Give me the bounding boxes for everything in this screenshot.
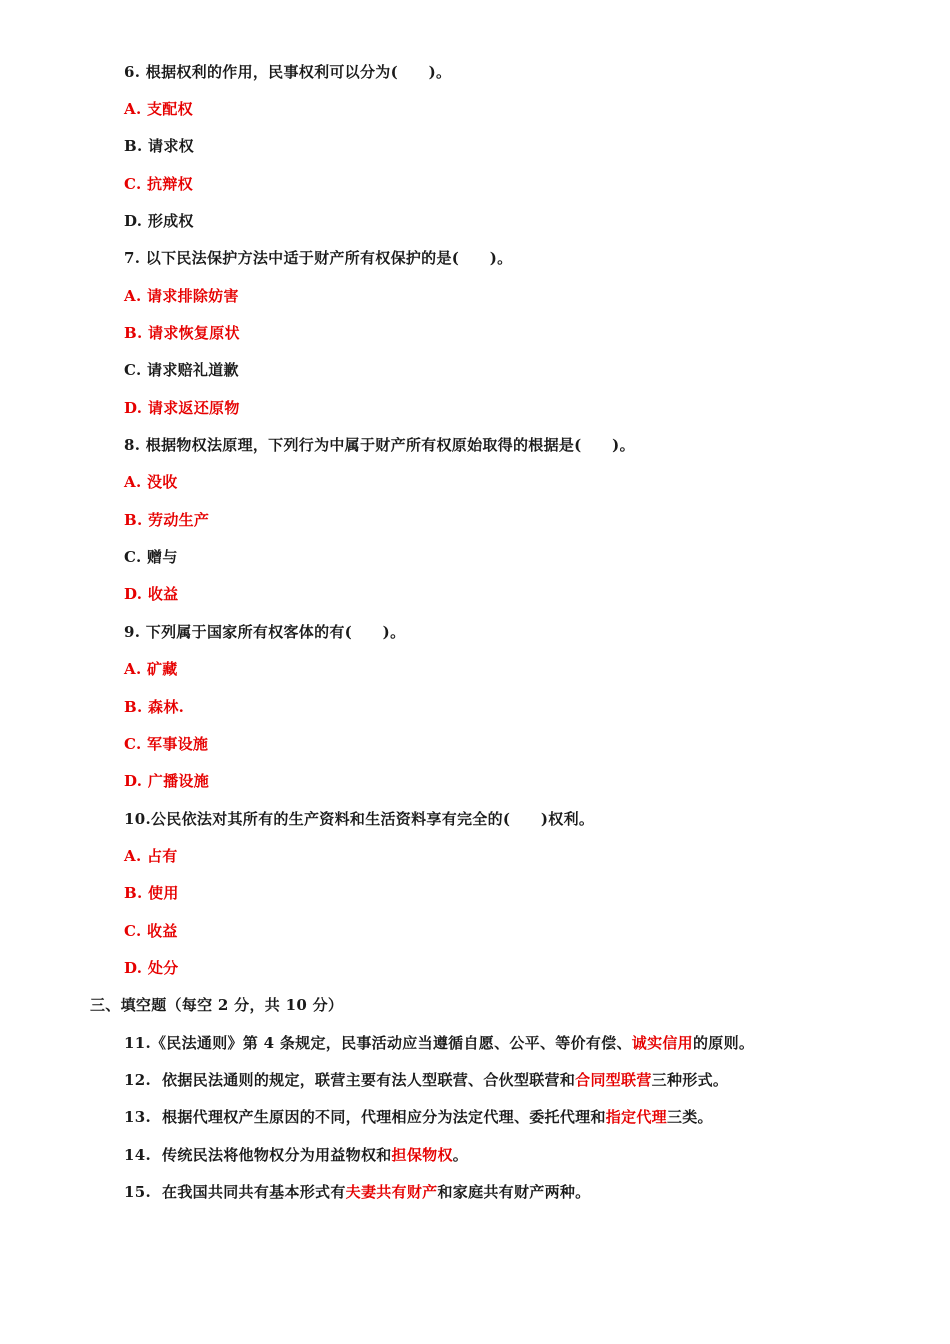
fill-item-13-answer: 指定代理 [605,1108,667,1126]
fill-item-13-tail: 三类。 [666,1108,713,1126]
question-8-option-d: D. 收益 [124,585,179,603]
question-10-stem: 10.公民依法对其所有的生产资料和生活资料享有完全的( )权利。 [124,810,595,828]
fill-item-14 [124,1145,468,1165]
question-8-option-c: C. 赠与 [124,548,178,566]
fill-item-13-text: 13. 根据代理权产生原因的不同，代理相应分为法定代理、委托代理和 [124,1108,606,1126]
fill-item-15-tail: 和家庭共有财产两种。 [437,1183,591,1201]
question-6-stem: 6. 根据权利的作用，民事权利可以分为( )。 [124,63,452,81]
fill-item-12 [124,1070,728,1090]
question-7-stem: 7. 以下民法保护方法中适于财产所有权保护的是( )。 [124,249,513,267]
fill-item-13 [124,1107,713,1127]
fill-item-14-text: 14. 传统民法将他物权分为用益物权和 [124,1146,392,1164]
question-9-option-c: C. 军事设施 [124,735,209,753]
question-7-option-d: D. 请求返还原物 [124,399,240,417]
fill-item-11-text: 11.《民法通则》第 4 条规定，民事活动应当遵循自愿、公平、等价有偿、 [124,1034,632,1052]
fill-item-12-tail: 三种形式。 [651,1071,729,1089]
fill-item-14-tail: 。 [452,1146,469,1164]
question-6-option-d: D. 形成权 [124,212,194,230]
fill-item-15 [124,1182,590,1202]
fill-item-14-answer: 担保物权 [391,1146,453,1164]
fill-item-12-answer: 合同型联营 [575,1071,652,1089]
question-8-option-a: A. 没收 [124,473,178,491]
question-7-option-b: B. 请求恢复原状 [124,324,240,342]
question-9-stem: 9. 下列属于国家所有权客体的有( )。 [124,623,406,641]
question-10-option-a: A. 占有 [124,847,178,865]
section-3-heading: 三、填空题（每空 2 分，共 10 分） [90,996,344,1014]
fill-item-11-tail: 的原则。 [692,1034,755,1052]
question-10-option-d: D. 处分 [124,959,179,977]
question-6-option-b: B. 请求权 [124,137,194,155]
question-6-option-a: A. 支配权 [124,100,193,118]
question-7-option-c: C. 请求赔礼道歉 [124,361,239,379]
question-10-option-b: B. 使用 [124,884,179,902]
question-9-option-a: A. 矿藏 [124,660,178,678]
fill-item-15-answer: 夫妻共有财产 [345,1183,438,1201]
fill-item-15-text: 15. 在我国共同共有基本形式有 [124,1183,346,1201]
question-10-option-c: C. 收益 [124,922,178,940]
question-6-option-c: C. 抗辩权 [124,175,193,193]
question-7-option-a: A. 请求排除妨害 [124,287,239,305]
question-8-option-b: B. 劳动生产 [124,511,210,529]
fill-item-11 [124,1033,754,1053]
question-9-option-b: B. 森林. [124,698,185,716]
fill-item-12-text: 12. 依据民法通则的规定，联营主要有法人型联营、合伙型联营和 [124,1071,576,1089]
fill-item-11-answer: 诚实信用 [631,1034,693,1052]
question-9-option-d: D. 广播设施 [124,772,210,790]
question-8-stem: 8. 根据物权法原理，下列行为中属于财产所有权原始取得的根据是( )。 [124,436,635,454]
